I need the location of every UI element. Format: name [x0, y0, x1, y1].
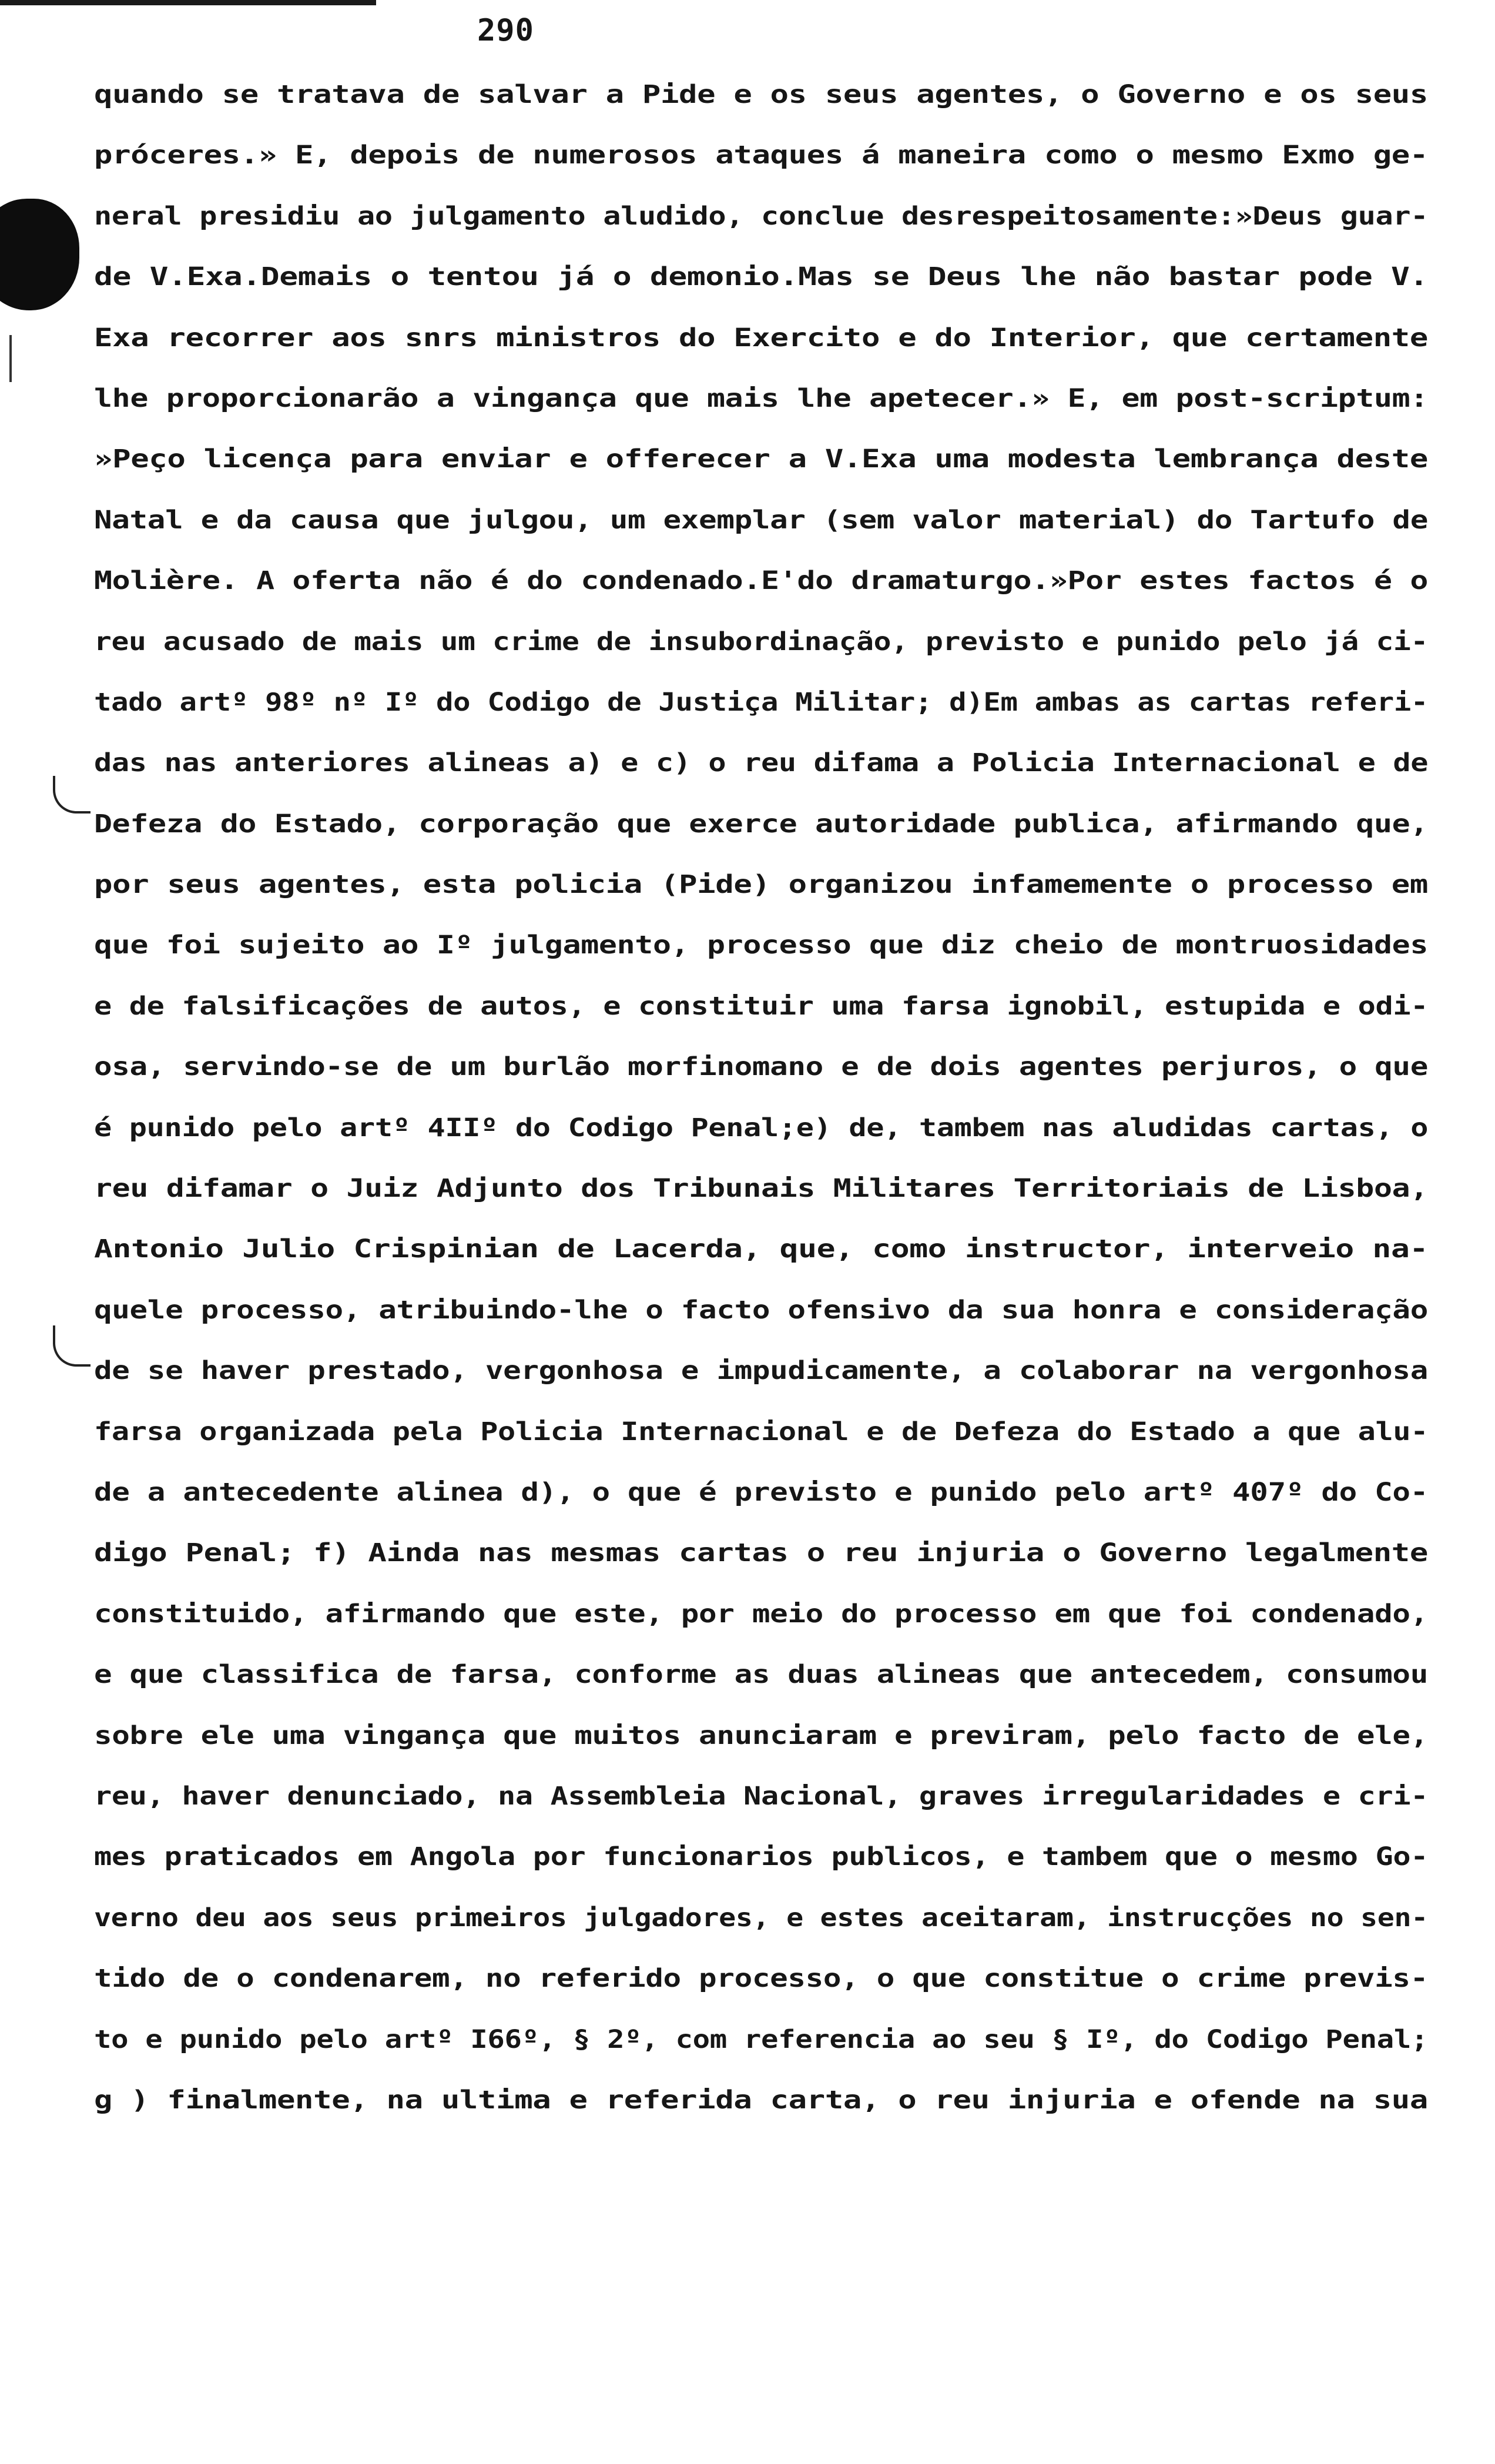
- text-line: [94, 915, 1428, 976]
- text-line-content: Defeza do Estado, corporação que exerce autoridade publica, afirmando que,: [94, 809, 1429, 839]
- text-line-content: verno deu aos seus primeiros julgadores, e estes aceitaram, instrucções no sen-: [94, 1903, 1428, 1933]
- text-line-content: Molière. A oferta não é do condenado.E'do dramaturgo.»Por estes factos é o: [94, 567, 1429, 596]
- text-line: [94, 65, 1428, 125]
- text-line-content: to e punido pelo artº I66º, § 2º, com referencia ao seu § Iº, do Codigo Penal;: [94, 2025, 1429, 2054]
- text-line: [94, 1827, 1428, 1887]
- text-line-content: é punido pelo artº 4IIº do Codigo Penal;e) de, tambem nas aludidas cartas, o: [94, 1113, 1429, 1143]
- ink-blot-mark: [0, 199, 79, 310]
- text-line: [94, 186, 1428, 247]
- text-line-content: farsa organizada pela Policia Internacional e de Defeza do Estado a que alu-: [94, 1417, 1429, 1447]
- text-line-content: por seus agentes, esta policia (Pide) organizou infamemente o processo em: [94, 871, 1428, 900]
- text-line: [94, 1098, 1428, 1159]
- text-line: [94, 369, 1428, 429]
- text-line: [94, 855, 1428, 915]
- text-line-content: tido de o condenarem, no referido processo, o que constitue o crime previs-: [94, 1964, 1428, 1994]
- text-line-content: reu acusado de mais um crime de insubordinação, previsto e punido pelo já ci-: [94, 627, 1428, 657]
- text-line-content: reu, haver denunciado, na Assembleia Nacional, graves irregularidades e cri-: [94, 1782, 1429, 1811]
- text-line-content: que foi sujeito ao Iº julgamento, processo que diz cheio de montruosidades: [94, 931, 1429, 960]
- text-line: [94, 1402, 1428, 1462]
- text-line-content: Natal e da causa que julgou, um exemplar (sem valor material) do Tartufo de: [94, 505, 1428, 535]
- text-line: [94, 1159, 1428, 1219]
- text-line-content: »Peço licença para enviar e offerecer a V.Exa uma modesta lembrança deste: [94, 445, 1428, 474]
- text-line: [94, 247, 1428, 307]
- text-line-content: de V.Exa.Demais o tentou já o demonio.Mas se Deus lhe não bastar pode V.: [94, 263, 1429, 292]
- text-line-content: próceres.» E, depois de numerosos ataques á maneira como o mesmo Exmo ge-: [94, 141, 1428, 170]
- text-line: [94, 308, 1428, 369]
- text-line-content: neral presidiu ao julgamento aludido, conclue desrespeitosamente:»Deus guar-: [94, 202, 1429, 231]
- text-line: [94, 672, 1428, 733]
- text-line: [94, 1280, 1428, 1341]
- text-line-content: quando se tratava de salvar a Pide e os seus agentes, o Governo e os seus: [94, 81, 1428, 109]
- text-line: [94, 1037, 1428, 1097]
- top-rule: [0, 0, 376, 5]
- text-line: [94, 1888, 1428, 1949]
- text-line: [94, 1949, 1428, 2009]
- margin-bracket-mark: [53, 1325, 90, 1367]
- text-line-content: e que classifica de farsa, conforme as duas alineas que antecedem, consumou: [94, 1660, 1428, 1690]
- text-line: [94, 1584, 1428, 1645]
- text-line: [94, 976, 1428, 1037]
- text-line-content: osa, servindo-se de um burlão morfinomano e de dois agentes perjuros, o que: [94, 1053, 1428, 1082]
- text-line: [94, 1706, 1428, 1766]
- text-line-content: e de falsificações de autos, e constituir uma farsa ignobil, estupida e odi-: [94, 992, 1429, 1021]
- margin-bracket-mark: [53, 776, 90, 813]
- text-line: [94, 1645, 1428, 1705]
- text-line: [94, 1341, 1428, 1401]
- text-line: [94, 2070, 1428, 2131]
- body-text: [94, 65, 1428, 2131]
- text-line: [94, 1523, 1428, 1583]
- text-line-content: Antonio Julio Crispinian de Lacerda, que, como instructor, interveio na-: [94, 1235, 1429, 1264]
- text-line: [94, 1462, 1428, 1523]
- text-line: [94, 125, 1428, 186]
- text-line-content: sobre ele uma vingança que muitos anunciaram e previram, pelo facto de ele,: [94, 1721, 1428, 1750]
- text-line-content: lhe proporcionarão a vingança que mais lhe apetecer.» E, em post-scriptum:: [94, 384, 1429, 413]
- text-line-content: quele processo, atribuindo-lhe o facto ofensivo da sua honra e consideração: [94, 1295, 1428, 1325]
- text-line: [94, 733, 1428, 794]
- text-line: [94, 612, 1428, 672]
- text-line: [94, 551, 1428, 611]
- margin-tick-mark: [9, 335, 12, 382]
- text-line-content: g ) finalmente, na ultima e referida carta, o reu injuria e ofende na sua: [94, 2085, 1428, 2115]
- text-line: [94, 1219, 1428, 1280]
- text-line-content: reu difamar o Juiz Adjunto dos Tribunais Militares Territoriais de Lisboa,: [94, 1174, 1429, 1204]
- text-line-content: mes praticados em Angola por funcionarios publicos, e tambem que o mesmo Go-: [94, 1843, 1429, 1872]
- text-line: [94, 1766, 1428, 1827]
- text-line-content: de se haver prestado, vergonhosa e impudicamente, a colaborar na vergonhosa: [94, 1357, 1428, 1386]
- text-line-content: digo Penal; f) Ainda nas mesmas cartas o reu injuria o Governo legalmente: [94, 1539, 1428, 1568]
- text-line-content: constituido, afirmando que este, por meio do processo em que foi condenado,: [94, 1599, 1428, 1629]
- text-line: [94, 429, 1428, 490]
- page-number: 290: [477, 13, 534, 48]
- text-line-content: de a antecedente alinea d), o que é previsto e punido pelo artº 407º do Co-: [94, 1478, 1428, 1507]
- text-line: [94, 2010, 1428, 2070]
- text-line-content: das nas anteriores alineas a) e c) o reu difama a Policia Internacional e de: [94, 749, 1429, 778]
- text-line-content: Exa recorrer aos snrs ministros do Exercito e do Interior, que certamente: [94, 323, 1428, 353]
- text-line: [94, 490, 1428, 551]
- text-line: [94, 794, 1428, 855]
- text-line-content: tado artº 98º nº Iº do Codigo de Justiça Militar; d)Em ambas as cartas referi-: [94, 688, 1429, 717]
